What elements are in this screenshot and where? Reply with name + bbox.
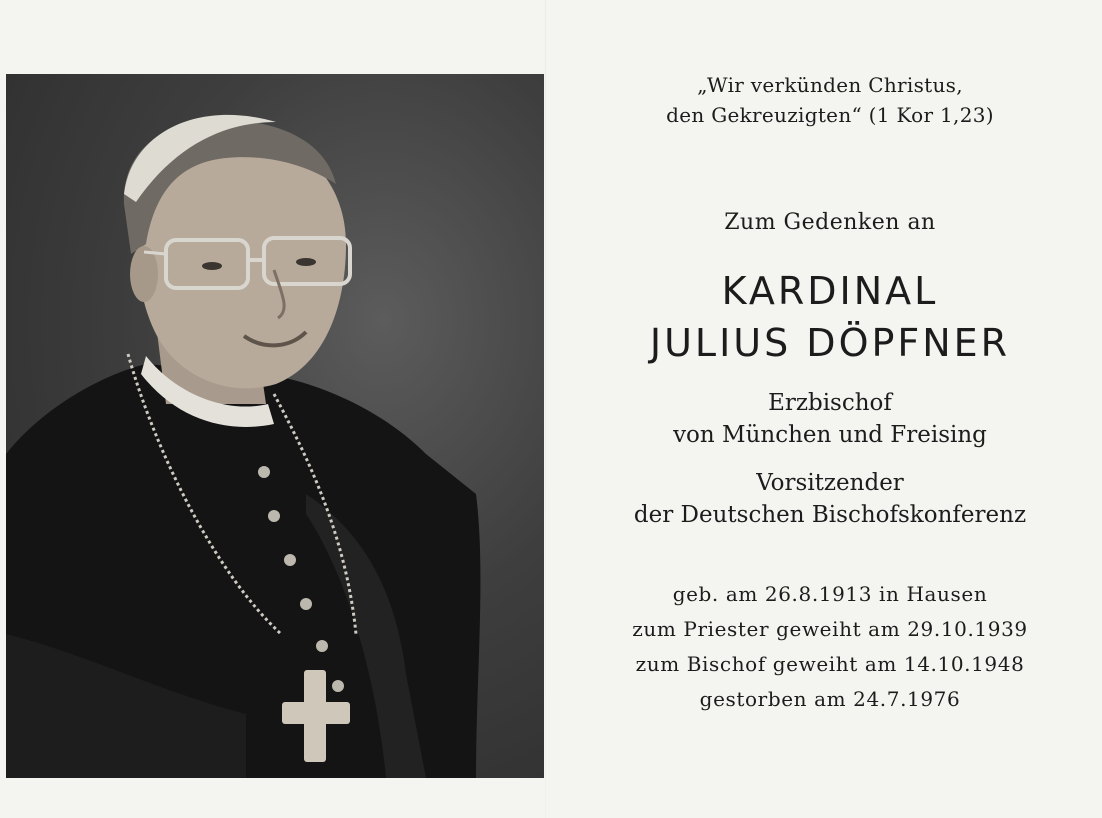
office-chairman-body: der Deutschen Bischofskonferenz: [633, 502, 1027, 528]
bible-quote-line-2: den Gekreuzigten“ (1 Kor 1,23): [666, 103, 994, 127]
card-fold: [545, 0, 546, 818]
portrait-photo: [6, 74, 544, 778]
office-archbishop-see: von München und Freising: [673, 422, 987, 448]
bible-quote-line-1: „Wir verkünden Christus,: [697, 73, 963, 97]
office-chairman-title: Vorsitzender: [756, 470, 904, 496]
life-dates: [560, 577, 1100, 717]
date-priest-ordination: zum Priester geweiht am 29.10.1939: [632, 617, 1028, 641]
date-death: gestorben am 24.7.1976: [699, 687, 961, 711]
memorial-text: [560, 70, 1100, 717]
office-archbishop: [560, 387, 1100, 451]
right-eye: [296, 258, 316, 266]
date-birth: geb. am 26.8.1913 in Hausen: [672, 582, 988, 606]
name-title: KARDINAL: [721, 269, 939, 313]
portrait-illustration: [6, 74, 544, 778]
in-memory-heading: Zum Gedenken an: [724, 210, 936, 235]
ear: [130, 246, 158, 302]
office-chairman: [560, 467, 1100, 531]
name-full: JULIUS DÖPFNER: [649, 321, 1011, 365]
deceased-name: [560, 265, 1100, 369]
office-archbishop-title: Erzbischof: [768, 390, 892, 416]
bible-quote: [560, 70, 1100, 130]
left-eye: [202, 262, 222, 270]
date-bishop-ordination: zum Bischof geweiht am 14.10.1948: [635, 652, 1025, 676]
glasses-temple: [144, 252, 166, 254]
